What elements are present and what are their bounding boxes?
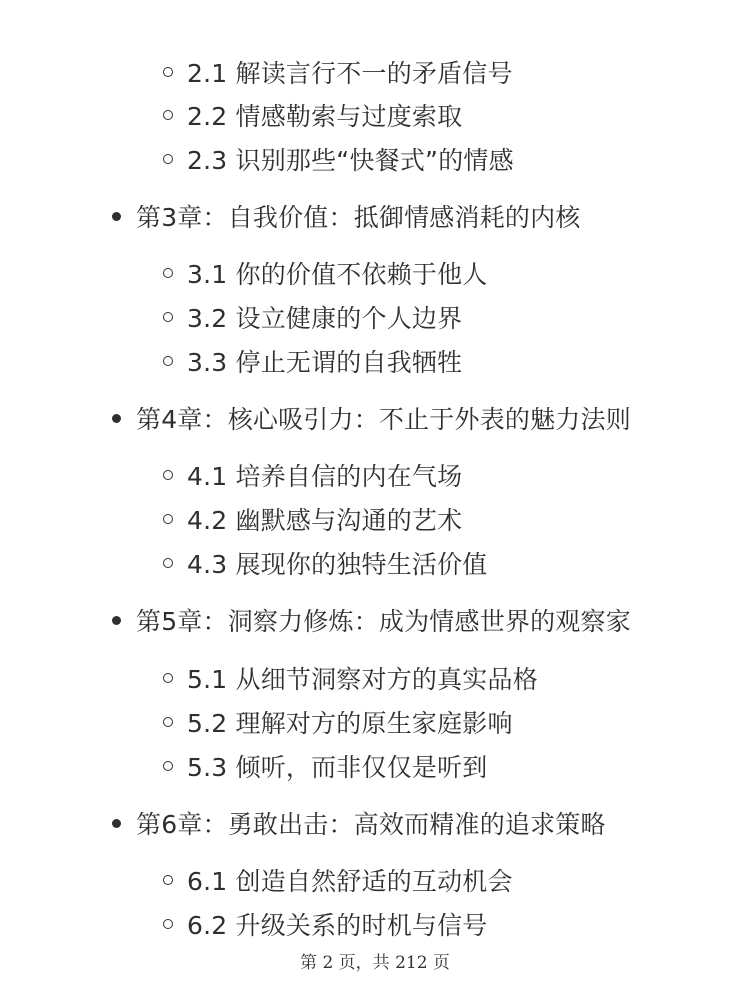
- toc-item-label: 5.3 倾听，而非仅仅是听到: [187, 753, 488, 782]
- filled-dot-bullet-icon: [112, 212, 121, 221]
- toc-item-label: 4.2 幽默感与沟通的艺术: [187, 506, 463, 535]
- hollow-circle-bullet-icon: [163, 470, 173, 480]
- hollow-circle-bullet-icon: [163, 268, 173, 278]
- toc-section-item: [163, 137, 514, 181]
- hollow-circle-bullet-icon: [163, 110, 173, 120]
- filled-dot-bullet-icon: [112, 819, 121, 828]
- toc-section-item: [163, 339, 462, 383]
- hollow-circle-bullet-icon: [163, 558, 173, 568]
- toc-chapter-item: [112, 396, 631, 440]
- hollow-circle-bullet-icon: [163, 875, 173, 885]
- toc-chapter-item: [112, 194, 581, 238]
- toc-section-item: [163, 497, 462, 541]
- toc-item-label: 5.1 从细节洞察对方的真实品格: [187, 665, 538, 694]
- toc-item-label: 第6章：勇敢出击：高效而精准的追求策略: [136, 810, 606, 839]
- toc-section-item: [163, 295, 462, 339]
- toc-item-label: 2.3 识别那些“快餐式”的情感: [187, 146, 514, 175]
- hollow-circle-bullet-icon: [163, 761, 173, 771]
- hollow-circle-bullet-icon: [163, 919, 173, 929]
- hollow-circle-bullet-icon: [163, 356, 173, 366]
- toc-section-item: [163, 858, 513, 902]
- toc-section-item: [163, 50, 513, 94]
- hollow-circle-bullet-icon: [163, 67, 173, 77]
- toc-item-label: 第3章：自我价值：抵御情感消耗的内核: [136, 203, 581, 232]
- toc-chapter-item: [112, 598, 631, 642]
- toc-item-label: 3.2 设立健康的个人边界: [187, 304, 463, 333]
- toc-item-label: 5.2 理解对方的原生家庭影响: [187, 709, 513, 738]
- hollow-circle-bullet-icon: [163, 312, 173, 322]
- toc-item-label: 4.3 展现你的独特生活价值: [187, 550, 488, 579]
- toc-item-label: 6.1 创造自然舒适的互动机会: [187, 867, 513, 896]
- toc-item-label: 3.3 停止无谓的自我牺牲: [187, 348, 463, 377]
- toc-chapter-item: [112, 801, 606, 845]
- toc-section-item: [163, 744, 488, 788]
- toc-item-label: 2.1 解读言行不一的矛盾信号: [187, 59, 513, 88]
- filled-dot-bullet-icon: [112, 414, 121, 423]
- hollow-circle-bullet-icon: [163, 717, 173, 727]
- toc-item-label: 2.2 情感勒索与过度索取: [187, 102, 463, 131]
- toc-section-item: [163, 700, 513, 744]
- toc-item-label: 4.1 培养自信的内在气场: [187, 462, 463, 491]
- toc-section-item: [163, 93, 462, 137]
- toc-section-item: [163, 541, 488, 585]
- toc-section-item: [163, 453, 462, 497]
- hollow-circle-bullet-icon: [163, 154, 173, 164]
- page-number-footer: 第 2 页，共 212 页: [300, 953, 450, 973]
- filled-dot-bullet-icon: [112, 616, 121, 625]
- toc-section-item: [163, 902, 488, 946]
- toc-item-label: 第5章：洞察力修炼：成为情感世界的观察家: [136, 607, 631, 636]
- hollow-circle-bullet-icon: [163, 514, 173, 524]
- toc-item-label: 3.1 你的价值不依赖于他人: [187, 260, 488, 289]
- toc-item-label: 第4章：核心吸引力：不止于外表的魅力法则: [136, 405, 631, 434]
- toc-item-label: 6.2 升级关系的时机与信号: [187, 911, 488, 940]
- hollow-circle-bullet-icon: [163, 673, 173, 683]
- toc-section-item: [163, 656, 538, 700]
- toc-section-item: [163, 251, 488, 295]
